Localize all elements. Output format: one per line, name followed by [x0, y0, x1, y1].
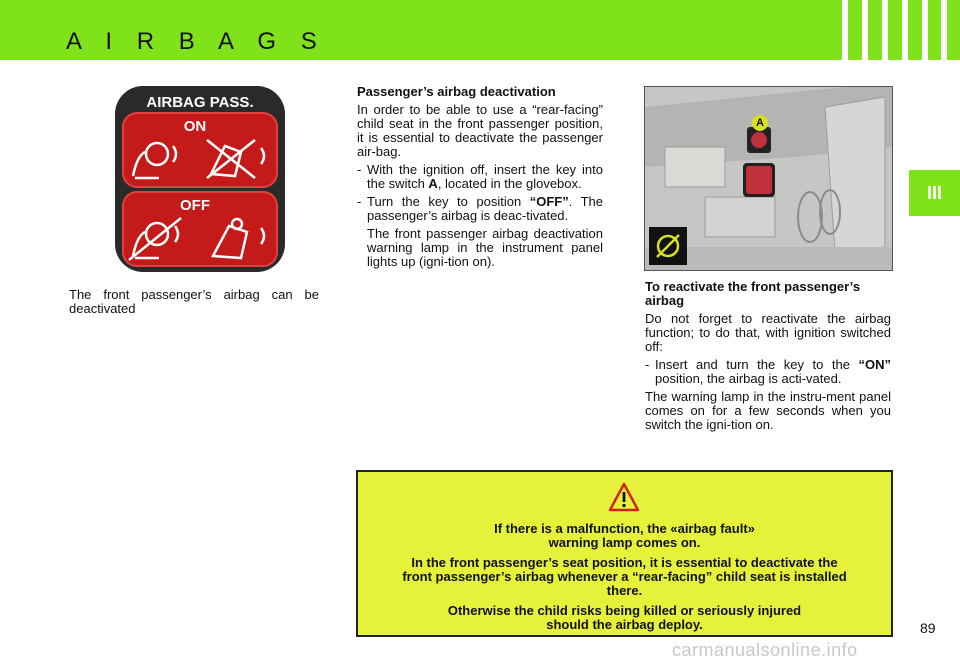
list-item-note: The front passenger airbag deactivation warning lamp in the instrument panel lights up (igni-tion on). [367, 226, 603, 269]
list-item [645, 358, 891, 386]
text-run: Turn the key to position [367, 194, 530, 209]
paragraph: The warning lamp in the instru-ment panel comes on for a few seconds when you switch the igni-tion on. [645, 389, 891, 432]
text-run: . The passenger’s airbag is deac-tivated. [367, 194, 603, 223]
paragraph: Do not forget to reactivate the airbag function; to do that, with ignition switched off: [645, 311, 891, 354]
header-stripe [882, 0, 888, 60]
page-number: 89 [920, 620, 936, 636]
marker-a-badge: A [752, 115, 768, 131]
header-stripe [842, 0, 848, 60]
header-stripe [902, 0, 908, 60]
key-label: A [428, 176, 438, 191]
warning-line: In the front passenger’s seat position, it is essential to deactivate the front passenger’s airbag whenever a “rear-facing” child seat is installed there. [402, 555, 847, 598]
airbag-pass-panel-image [115, 86, 285, 272]
warning-triangle-icon [608, 482, 640, 512]
warning-line: If there is a malfunction, the «airbag fault» warning lamp comes on. [494, 521, 755, 550]
section-heading: Passenger’s airbag deactivation [357, 84, 556, 99]
header-stripe [862, 0, 868, 60]
glovebox-photo [644, 86, 893, 271]
glovebox-illustration [645, 87, 892, 270]
list-item-text [655, 358, 891, 386]
key-label: “ON” [858, 357, 891, 372]
watermark[interactable]: carmanualsonline.info [672, 640, 858, 660]
warning-line: Otherwise the child risks being killed or seriously injured should the airbag deploy. [447, 603, 802, 632]
panel-title: AIRBAG PASS. [146, 94, 254, 111]
dash: - [357, 162, 362, 177]
list-item-text [367, 163, 603, 191]
text-run: Insert and turn the key to the [655, 357, 859, 372]
warning-box [356, 470, 893, 637]
key-label: “OFF” [529, 194, 569, 209]
list-item-text [367, 195, 603, 223]
chapter-tab[interactable]: III [909, 170, 960, 216]
list-item [357, 195, 603, 223]
image-caption: The front passenger’s airbag can be deactivated [69, 287, 319, 316]
dash: - [357, 194, 362, 209]
text-run: With the ignition off, insert the key into the switch [367, 162, 603, 191]
header-stripe [941, 0, 947, 60]
header-stripe [922, 0, 928, 60]
section-heading: To reactivate the front passenger’s airbag [645, 279, 861, 308]
paragraph: In order to be able to use a “rear-facing” child seat in the front passenger position, it is essential to deactivate the passenger air-bag. [357, 102, 603, 159]
text-run: , located in the glovebox. [437, 176, 582, 191]
page-title: A I R B A G S [66, 28, 326, 55]
dash: - [645, 357, 650, 372]
text-run: position, the airbag is acti-vated. [655, 371, 842, 386]
panel-off-label: OFF [180, 197, 210, 214]
list-item [357, 163, 603, 191]
header-bar [0, 0, 960, 60]
reactivation-section [645, 280, 891, 436]
deactivation-section [357, 85, 603, 269]
warning-text [358, 522, 891, 638]
panel-on-label: ON [183, 118, 207, 135]
